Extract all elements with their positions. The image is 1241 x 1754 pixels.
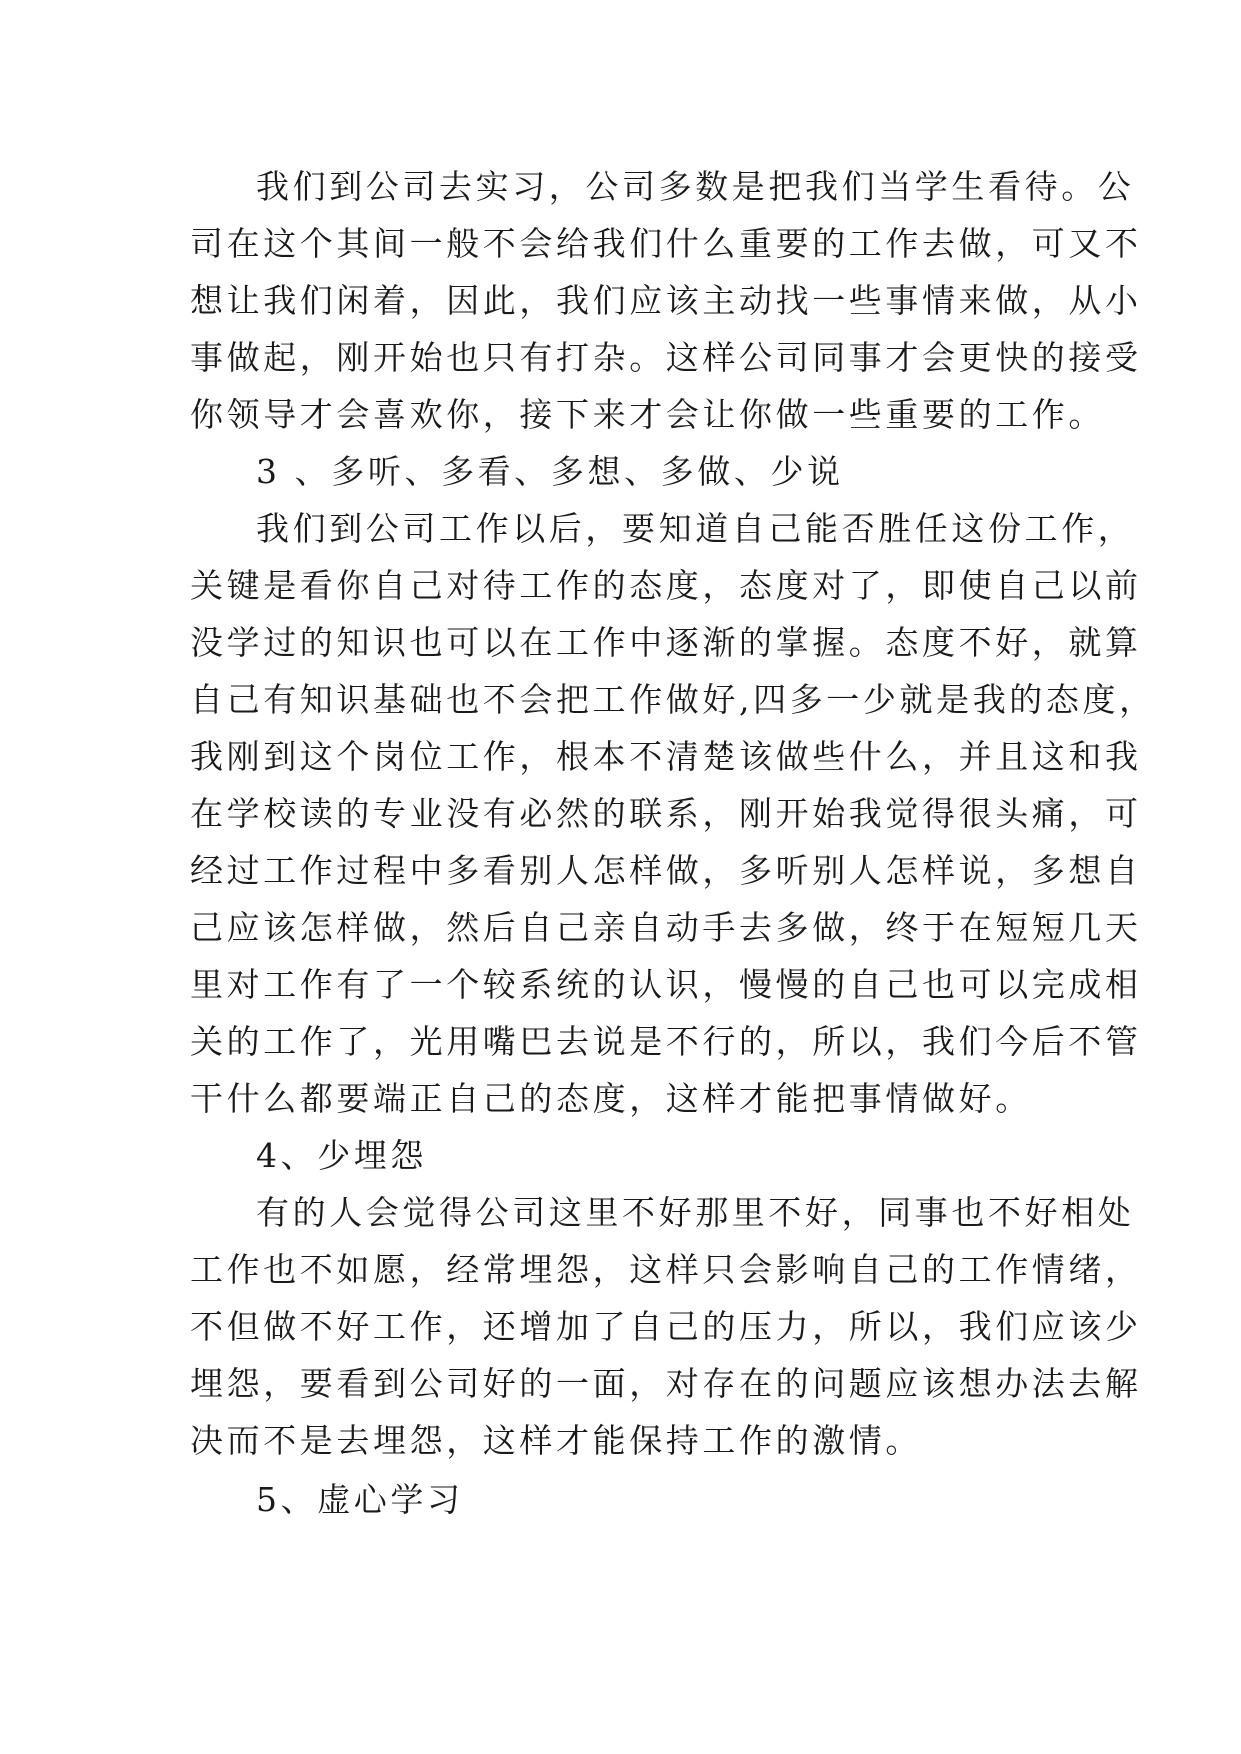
paragraph-line: 司在这个其间一般不会给我们什么重要的工作去做，可又不 xyxy=(190,224,1142,263)
section-heading-4: 4、少埋怨 xyxy=(256,1136,427,1175)
paragraph-line: 在学校读的专业没有必然的联系，刚开始我觉得很头痛，可 xyxy=(190,794,1142,833)
paragraph-line: 自己有知识基础也不会把工作做好,四多一少就是我的态度， xyxy=(190,680,1156,719)
paragraph-line: 关的工作了，光用嘴巴去说是不行的，所以，我们今后不管 xyxy=(190,1022,1142,1061)
paragraph-line: 我们到公司去实习，公司多数是把我们当学生看待。公 xyxy=(256,167,1135,206)
paragraph-line: 关键是看你自己对待工作的态度，态度对了，即使自己以前 xyxy=(190,566,1142,605)
paragraph-line: 不但做不好工作，还增加了自己的压力，所以，我们应该少 xyxy=(190,1307,1142,1346)
paragraph-line: 想让我们闲着，因此，我们应该主动找一些事情来做，从小 xyxy=(190,281,1142,320)
paragraph-line: 有的人会觉得公司这里不好那里不好，同事也不好相处 xyxy=(256,1193,1135,1232)
paragraph-line: 事做起，刚开始也只有打杂。这样公司同事才会更快的接受 xyxy=(190,338,1142,377)
paragraph-line: 里对工作有了一个较系统的认识，慢慢的自己也可以完成相 xyxy=(190,965,1142,1004)
paragraph-line: 埋怨，要看到公司好的一面，对存在的问题应该想办法去解 xyxy=(190,1364,1142,1403)
paragraph-line: 没学过的知识也可以在工作中逐渐的掌握。态度不好，就算 xyxy=(190,623,1142,662)
paragraph-line: 己应该怎样做，然后自己亲自动手去多做，终于在短短几天 xyxy=(190,908,1142,947)
paragraph-line: 工作也不如愿，经常埋怨，这样只会影响自己的工作情绪， xyxy=(190,1250,1142,1289)
paragraph-line: 决而不是去埋怨，这样才能保持工作的激情。 xyxy=(190,1421,922,1460)
section-heading-3: 3 、多听、多看、多想、多做、少说 xyxy=(256,452,844,491)
paragraph-line: 干什么都要端正自己的态度，这样才能把事情做好。 xyxy=(190,1079,1032,1118)
section-heading-5: 5、虚心学习 xyxy=(256,1480,464,1519)
paragraph-line: 你领导才会喜欢你，接下来才会让你做一些重要的工作。 xyxy=(190,395,1105,434)
paragraph-line: 我刚到这个岗位工作，根本不清楚该做些什么，并且这和我 xyxy=(190,737,1142,776)
paragraph-line: 经过工作过程中多看别人怎样做，多听别人怎样说，多想自 xyxy=(190,851,1142,890)
paragraph-line: 我们到公司工作以后，要知道自己能否胜任这份工作， xyxy=(256,509,1135,548)
document-body xyxy=(190,158,1156,1528)
